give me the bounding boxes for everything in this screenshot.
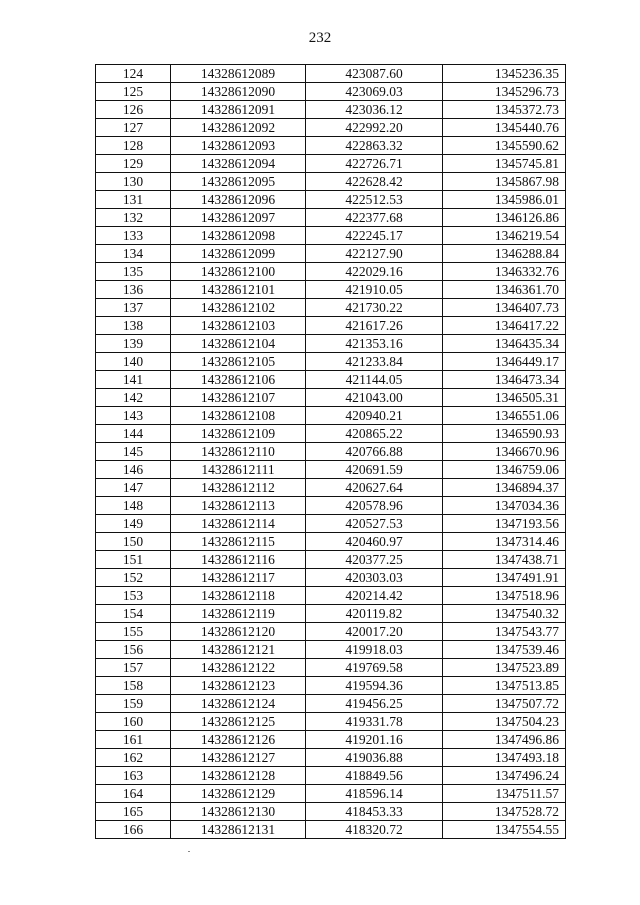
x-coordinate-cell: 420578.96	[306, 497, 443, 515]
point-number-cell: 147	[96, 479, 171, 497]
x-coordinate-cell: 420377.25	[306, 551, 443, 569]
x-coordinate-cell: 423087.60	[306, 65, 443, 83]
table-row	[96, 659, 566, 677]
y-coordinate-cell: 1347193.56	[443, 515, 566, 533]
y-coordinate-cell: 1346551.06	[443, 407, 566, 425]
table-row	[96, 785, 566, 803]
scan-mark	[188, 851, 190, 852]
point-number-cell: 132	[96, 209, 171, 227]
point-number-cell: 155	[96, 623, 171, 641]
point-number-cell: 159	[96, 695, 171, 713]
y-coordinate-cell: 1347493.18	[443, 749, 566, 767]
x-coordinate-cell: 419201.16	[306, 731, 443, 749]
point-code-cell: 14328612122	[171, 659, 306, 677]
point-code-cell: 14328612125	[171, 713, 306, 731]
point-number-cell: 166	[96, 821, 171, 839]
y-coordinate-cell: 1347554.55	[443, 821, 566, 839]
table-row	[96, 101, 566, 119]
y-coordinate-cell: 1346288.84	[443, 245, 566, 263]
y-coordinate-cell: 1346894.37	[443, 479, 566, 497]
x-coordinate-cell: 422628.42	[306, 173, 443, 191]
page-number: 232	[308, 30, 332, 46]
y-coordinate-cell: 1347543.77	[443, 623, 566, 641]
x-coordinate-cell: 420303.03	[306, 569, 443, 587]
table-row	[96, 497, 566, 515]
point-code-cell: 14328612119	[171, 605, 306, 623]
y-coordinate-cell: 1345236.35	[443, 65, 566, 83]
point-number-cell: 158	[96, 677, 171, 695]
point-number-cell: 161	[96, 731, 171, 749]
table-row	[96, 83, 566, 101]
coordinates-table	[95, 64, 566, 839]
x-coordinate-cell: 420460.97	[306, 533, 443, 551]
x-coordinate-cell: 419918.03	[306, 641, 443, 659]
y-coordinate-cell: 1346435.34	[443, 335, 566, 353]
y-coordinate-cell: 1345867.98	[443, 173, 566, 191]
table-row	[96, 209, 566, 227]
point-code-cell: 14328612105	[171, 353, 306, 371]
y-coordinate-cell: 1346126.86	[443, 209, 566, 227]
x-coordinate-cell: 419036.88	[306, 749, 443, 767]
y-coordinate-cell: 1346407.73	[443, 299, 566, 317]
point-number-cell: 152	[96, 569, 171, 587]
point-code-cell: 14328612130	[171, 803, 306, 821]
point-code-cell: 14328612123	[171, 677, 306, 695]
x-coordinate-cell: 421730.22	[306, 299, 443, 317]
table-row	[96, 335, 566, 353]
point-number-cell: 144	[96, 425, 171, 443]
y-coordinate-cell: 1345372.73	[443, 101, 566, 119]
x-coordinate-cell: 418849.56	[306, 767, 443, 785]
y-coordinate-cell: 1346590.93	[443, 425, 566, 443]
point-number-cell: 136	[96, 281, 171, 299]
point-number-cell: 124	[96, 65, 171, 83]
point-number-cell: 154	[96, 605, 171, 623]
table-row	[96, 425, 566, 443]
table-row	[96, 191, 566, 209]
y-coordinate-cell: 1346361.70	[443, 281, 566, 299]
x-coordinate-cell: 422029.16	[306, 263, 443, 281]
point-code-cell: 14328612104	[171, 335, 306, 353]
table-row	[96, 317, 566, 335]
point-code-cell: 14328612110	[171, 443, 306, 461]
point-number-cell: 139	[96, 335, 171, 353]
point-number-cell: 142	[96, 389, 171, 407]
point-number-cell: 125	[96, 83, 171, 101]
point-number-cell: 150	[96, 533, 171, 551]
point-code-cell: 14328612118	[171, 587, 306, 605]
point-code-cell: 14328612099	[171, 245, 306, 263]
point-number-cell: 157	[96, 659, 171, 677]
point-code-cell: 14328612117	[171, 569, 306, 587]
x-coordinate-cell: 423036.12	[306, 101, 443, 119]
x-coordinate-cell: 419594.36	[306, 677, 443, 695]
point-number-cell: 131	[96, 191, 171, 209]
table-row	[96, 299, 566, 317]
table-row	[96, 695, 566, 713]
y-coordinate-cell: 1347528.72	[443, 803, 566, 821]
x-coordinate-cell: 420691.59	[306, 461, 443, 479]
table-row	[96, 767, 566, 785]
x-coordinate-cell: 419331.78	[306, 713, 443, 731]
table-row	[96, 749, 566, 767]
point-code-cell: 14328612094	[171, 155, 306, 173]
y-coordinate-cell: 1347491.91	[443, 569, 566, 587]
y-coordinate-cell: 1347518.96	[443, 587, 566, 605]
point-number-cell: 141	[96, 371, 171, 389]
y-coordinate-cell: 1345440.76	[443, 119, 566, 137]
point-number-cell: 149	[96, 515, 171, 533]
table-row	[96, 389, 566, 407]
x-coordinate-cell: 418320.72	[306, 821, 443, 839]
table-row	[96, 551, 566, 569]
point-code-cell: 14328612091	[171, 101, 306, 119]
y-coordinate-cell: 1346332.76	[443, 263, 566, 281]
x-coordinate-cell: 422377.68	[306, 209, 443, 227]
point-number-cell: 130	[96, 173, 171, 191]
table-row	[96, 407, 566, 425]
point-code-cell: 14328612120	[171, 623, 306, 641]
y-coordinate-cell: 1347496.24	[443, 767, 566, 785]
point-number-cell: 156	[96, 641, 171, 659]
point-code-cell: 14328612102	[171, 299, 306, 317]
y-coordinate-cell: 1347034.36	[443, 497, 566, 515]
x-coordinate-cell: 418596.14	[306, 785, 443, 803]
point-number-cell: 163	[96, 767, 171, 785]
x-coordinate-cell: 422245.17	[306, 227, 443, 245]
point-code-cell: 14328612124	[171, 695, 306, 713]
table-row	[96, 677, 566, 695]
point-code-cell: 14328612103	[171, 317, 306, 335]
y-coordinate-cell: 1347511.57	[443, 785, 566, 803]
x-coordinate-cell: 420527.53	[306, 515, 443, 533]
point-code-cell: 14328612098	[171, 227, 306, 245]
y-coordinate-cell: 1347523.89	[443, 659, 566, 677]
y-coordinate-cell: 1346219.54	[443, 227, 566, 245]
table-row	[96, 803, 566, 821]
y-coordinate-cell: 1347513.85	[443, 677, 566, 695]
point-code-cell: 14328612129	[171, 785, 306, 803]
point-code-cell: 14328612113	[171, 497, 306, 515]
point-number-cell: 148	[96, 497, 171, 515]
table-row	[96, 227, 566, 245]
point-code-cell: 14328612114	[171, 515, 306, 533]
point-code-cell: 14328612090	[171, 83, 306, 101]
x-coordinate-cell: 422992.20	[306, 119, 443, 137]
table-row	[96, 641, 566, 659]
point-number-cell: 133	[96, 227, 171, 245]
y-coordinate-cell: 1346449.17	[443, 353, 566, 371]
table-row	[96, 533, 566, 551]
point-code-cell: 14328612106	[171, 371, 306, 389]
table-row	[96, 173, 566, 191]
table-row	[96, 731, 566, 749]
point-number-cell: 160	[96, 713, 171, 731]
y-coordinate-cell: 1346759.06	[443, 461, 566, 479]
x-coordinate-cell: 421617.26	[306, 317, 443, 335]
point-code-cell: 14328612095	[171, 173, 306, 191]
x-coordinate-cell: 420940.21	[306, 407, 443, 425]
x-coordinate-cell: 420865.22	[306, 425, 443, 443]
y-coordinate-cell: 1346670.96	[443, 443, 566, 461]
point-code-cell: 14328612101	[171, 281, 306, 299]
y-coordinate-cell: 1347540.32	[443, 605, 566, 623]
table-row	[96, 821, 566, 839]
point-number-cell: 127	[96, 119, 171, 137]
point-code-cell: 14328612116	[171, 551, 306, 569]
x-coordinate-cell: 422512.53	[306, 191, 443, 209]
y-coordinate-cell: 1345745.81	[443, 155, 566, 173]
point-number-cell: 151	[96, 551, 171, 569]
x-coordinate-cell: 420214.42	[306, 587, 443, 605]
point-code-cell: 14328612112	[171, 479, 306, 497]
point-number-cell: 143	[96, 407, 171, 425]
table-body	[96, 65, 566, 839]
table-row	[96, 281, 566, 299]
x-coordinate-cell: 421043.00	[306, 389, 443, 407]
point-code-cell: 14328612128	[171, 767, 306, 785]
y-coordinate-cell: 1346473.34	[443, 371, 566, 389]
point-code-cell: 14328612107	[171, 389, 306, 407]
x-coordinate-cell: 421233.84	[306, 353, 443, 371]
x-coordinate-cell: 419769.58	[306, 659, 443, 677]
x-coordinate-cell: 418453.33	[306, 803, 443, 821]
x-coordinate-cell: 420017.20	[306, 623, 443, 641]
point-code-cell: 14328612131	[171, 821, 306, 839]
y-coordinate-cell: 1347539.46	[443, 641, 566, 659]
point-code-cell: 14328612111	[171, 461, 306, 479]
x-coordinate-cell: 422726.71	[306, 155, 443, 173]
point-number-cell: 129	[96, 155, 171, 173]
point-code-cell: 14328612126	[171, 731, 306, 749]
y-coordinate-cell: 1347496.86	[443, 731, 566, 749]
x-coordinate-cell: 420627.64	[306, 479, 443, 497]
x-coordinate-cell: 423069.03	[306, 83, 443, 101]
point-number-cell: 134	[96, 245, 171, 263]
point-code-cell: 14328612100	[171, 263, 306, 281]
table-row	[96, 461, 566, 479]
point-code-cell: 14328612115	[171, 533, 306, 551]
point-number-cell: 145	[96, 443, 171, 461]
table-row	[96, 713, 566, 731]
point-number-cell: 135	[96, 263, 171, 281]
table-row	[96, 155, 566, 173]
table-row	[96, 245, 566, 263]
table-row	[96, 119, 566, 137]
point-code-cell: 14328612096	[171, 191, 306, 209]
table-row	[96, 353, 566, 371]
table-row	[96, 623, 566, 641]
y-coordinate-cell: 1347438.71	[443, 551, 566, 569]
table-row	[96, 443, 566, 461]
point-number-cell: 126	[96, 101, 171, 119]
x-coordinate-cell: 422863.32	[306, 137, 443, 155]
x-coordinate-cell: 421144.05	[306, 371, 443, 389]
table-row	[96, 587, 566, 605]
y-coordinate-cell: 1345296.73	[443, 83, 566, 101]
table-row	[96, 65, 566, 83]
x-coordinate-cell: 422127.90	[306, 245, 443, 263]
table-row	[96, 479, 566, 497]
table-row	[96, 371, 566, 389]
x-coordinate-cell: 420119.82	[306, 605, 443, 623]
point-number-cell: 140	[96, 353, 171, 371]
point-code-cell: 14328612092	[171, 119, 306, 137]
point-number-cell: 153	[96, 587, 171, 605]
table-row	[96, 515, 566, 533]
point-code-cell: 14328612127	[171, 749, 306, 767]
x-coordinate-cell: 419456.25	[306, 695, 443, 713]
point-number-cell: 146	[96, 461, 171, 479]
y-coordinate-cell: 1347504.23	[443, 713, 566, 731]
point-code-cell: 14328612109	[171, 425, 306, 443]
x-coordinate-cell: 421353.16	[306, 335, 443, 353]
point-code-cell: 14328612108	[171, 407, 306, 425]
table-row	[96, 137, 566, 155]
point-code-cell: 14328612089	[171, 65, 306, 83]
point-number-cell: 137	[96, 299, 171, 317]
table-row	[96, 605, 566, 623]
y-coordinate-cell: 1346505.31	[443, 389, 566, 407]
y-coordinate-cell: 1346417.22	[443, 317, 566, 335]
point-number-cell: 164	[96, 785, 171, 803]
x-coordinate-cell: 421910.05	[306, 281, 443, 299]
point-number-cell: 128	[96, 137, 171, 155]
y-coordinate-cell: 1345986.01	[443, 191, 566, 209]
point-number-cell: 138	[96, 317, 171, 335]
table-row	[96, 569, 566, 587]
point-code-cell: 14328612097	[171, 209, 306, 227]
point-code-cell: 14328612093	[171, 137, 306, 155]
point-number-cell: 165	[96, 803, 171, 821]
x-coordinate-cell: 420766.88	[306, 443, 443, 461]
point-code-cell: 14328612121	[171, 641, 306, 659]
point-number-cell: 162	[96, 749, 171, 767]
y-coordinate-cell: 1345590.62	[443, 137, 566, 155]
y-coordinate-cell: 1347314.46	[443, 533, 566, 551]
table-row	[96, 263, 566, 281]
y-coordinate-cell: 1347507.72	[443, 695, 566, 713]
